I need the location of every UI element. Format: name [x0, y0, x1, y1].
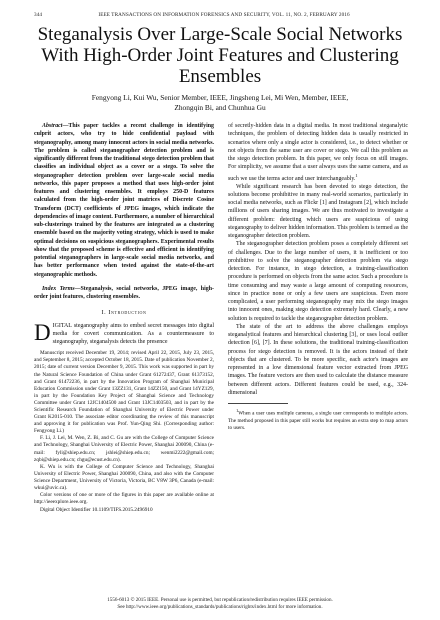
- color-versions-note: Color versions of one or more of the figures in this paper are available online at http://ieeexplore.ieee.org.: [34, 492, 214, 506]
- author-line-1: Fengyong Li, Kui Wu, Senior Member, IEEE, Jingsheng Lei, Mi Wen, Member, IEEE,: [91, 93, 349, 102]
- author-line-2: Zhongqin Bi, and Chunhua Gu: [174, 103, 266, 112]
- copyright-line-2: See http://www.ieee.org/publications_standards/publications/rights/index.html for more information.: [117, 604, 323, 610]
- page-number: 344: [34, 12, 43, 18]
- body-paragraph-2: While significant research has been devoted to stego detection, the solutions become prohibitive in many real-world scenarios, particularly in social media networks, such as Flickr [1] and Instagram [2], which include millions of users sharing images. We are thus motivated to investigate a different problem: detecting which users are suspicious of using steganography to deliver hidden information. This problem is termed as the steganographer detection problem.: [228, 183, 408, 240]
- copyright-notice: [30, 597, 410, 611]
- intro-lead: IGITAL: [52, 322, 72, 329]
- index-terms: [34, 285, 214, 302]
- author-list: [40, 93, 400, 113]
- index-terms-lead: Index Terms: [42, 285, 75, 292]
- right-column: [228, 122, 408, 432]
- body-paragraph-1-text: of secretly-hidden data in a digital media. In most traditional steganalytic techniques, the problem of detecting hidden data is usually restricted in scenarios where only a single actor is considered, i.e., to detect whether or not objects from the same user are cover or stego. We call this problem as the stego detection problem. In this paper, we only focus on still images. For simplicity, we assume that a user always uses the same camera, and as such we use the terms actor and user interchangeably.: [228, 123, 408, 182]
- section-heading-introduction: I. Introduction: [101, 309, 147, 317]
- footnote-1-marker: 1: [236, 408, 239, 414]
- affiliation-note-1: F. Li, J. Lei, M. Wen, Z. Bi, and C. Gu are with the College of Computer Science and Technology, Shanghai University of Electric Power, Shanghai 200090, China (e-mail: fyli@shiep.edu.cn; jshlei@shiep.edu.cn; wenmi2222@gmail.com; zqbi@shiep.edu.cn; chgu@ecust.edu.cn).: [34, 435, 214, 463]
- body-paragraph-1: [228, 122, 408, 183]
- abstract: [34, 122, 214, 279]
- copyright-line-1: 1556-6013 © 2015 IEEE. Personal use is permitted, but republication/redistribution requires IEEE permission.: [107, 597, 333, 603]
- left-column: [34, 122, 214, 514]
- journal-name: IEEE TRANSACTIONS ON INFORMATION FORENSICS AND SECURITY, VOL. 11, NO. 2, FEBRUARY 2016: [98, 12, 350, 18]
- first-page-footnotes: [34, 350, 214, 514]
- doi-line: Digital Object Identifier 10.1109/TIFS.2015.2496910: [40, 507, 153, 514]
- footnote-marker: 1: [355, 172, 358, 178]
- footnote-1: [228, 407, 408, 432]
- abstract-text: —This paper tackles a recent challenge in identifying culprit actors, who try to hide confidential payload with steganography, among many innocent actors in social media networks. The problem is called steganographer detection problem and is significantly different from the traditional stego detection problem that classifies an individual object as a cover or a stego. To solve the steganographer detection problem over large-scale social media networks, this paper proposes a method that uses high-order joint features and clustering ensembles. It employs 250-D features calculated from the high-order joint matrices of Discrete Cosine Transform (DCT) coefficients of JPEG images, which indicate the dependencies of image content. Furthermore, a number of hierarchical sub-clusterings trained by the features are integrated as a clustering ensemble based on the majority voting strategy, which is used to make optimal decisions on suspicious steganographers. Experimental results show that the proposed scheme is effective and efficient in identifying potential steganographers in large-scale social media networks, and has better performance when tested against the state-of-the-art steganographic methods.: [34, 123, 214, 278]
- footnote-1-text: When a user uses multiple cameras, a single user corresponds to multiple actors. The method proposed in this paper still works but requires an extra step to map actors to users.: [228, 410, 408, 431]
- abstract-lead: Abstract: [42, 123, 63, 129]
- body-paragraph-4: The state of the art to address the above challenges employs steganalytical features and hierarchical clustering [3], or uses local outlier detection [6], [7]. In these solutions, the traditional training-classification process for stego detection is removed. It is the actors instead of their objects that are clustered. To be more specific, each actor's images are represented in a low dimensional feature vector extracted from JPEG images. The feature vectors are then used to calculate the distance measure between different actors. Different features could be used, e.g., 324-dimensional: [228, 323, 408, 396]
- affiliation-note-2: K. Wu is with the College of Computer Science and Technology, Shanghai University of Electric Power, Shanghai 200090, China, and also with the Computer Science Department, University of Victoria, Victoria, BC V8W 3P6, Canada (e-mail: wkui@uvic.ca).: [34, 463, 214, 492]
- intro-paragraph: [34, 319, 214, 347]
- manuscript-note: Manuscript received December 19, 2014; revised April 22, 2015, July 23, 2015, and September 8, 2015; accepted October 18, 2015. Date of publication November 2, 2015; date of current version December 9, 2015. This work was supported in part by the Natural Science Foundation of China under Grant 61272437, Grant 61373152, and Grant 61472236, in part by the Innovation Program of Shanghai Municipal Education Commission under Grant 13ZZ131, Grant 14ZZ150, and Grant 14YZ129, in part by the Foundation Key Project of Shanghai Science and Technology Committee under Grant 12JC1404500 and Grant 13JC1403503, and in part by the Scientific Research Foundation of Shanghai University of Electric Power under Grant K2015-010. The associate editor coordinating the review of this manuscript and approving it for publication was Prof. Yun-Qing Shi. (Corresponding author: Fengyong Li.): [34, 350, 214, 435]
- intro-text: steganography aims to embed secret messages into digital media for covert communication. As a countermeasure to steganography, steganalysis detects the presence: [52, 322, 214, 345]
- running-header: [34, 12, 406, 18]
- drop-cap: D: [34, 319, 51, 345]
- index-terms-text: —Steganalysis, social networks, JPEG image, high-order joint features, clustering ensembles.: [34, 285, 214, 300]
- paper-title: Steganalysis Over Large-Scale Social Networks With High-Order Joint Features and Clustering Ensembles: [37, 24, 403, 87]
- body-paragraph-3: The steganographer detection problem poses a completely different set of challenges. Due to the large number of users, it is inefficient or too prohibitive to solve the steganographer detection problem via stego detection. For instance, in stego detection, a training-classification procedure is performed on objects from the same actor. Such a procedure is time consuming and may waste a large amount of computing resources, since in practice none or only a few users are suspicious. Even more complicated, a user performing steganography may mix the stego images into innocent ones, making stego detection extremely hard. Clearly, a new solution is required to tackle the steganographer detection problem.: [228, 241, 408, 322]
- footnote-rule: [228, 403, 288, 404]
